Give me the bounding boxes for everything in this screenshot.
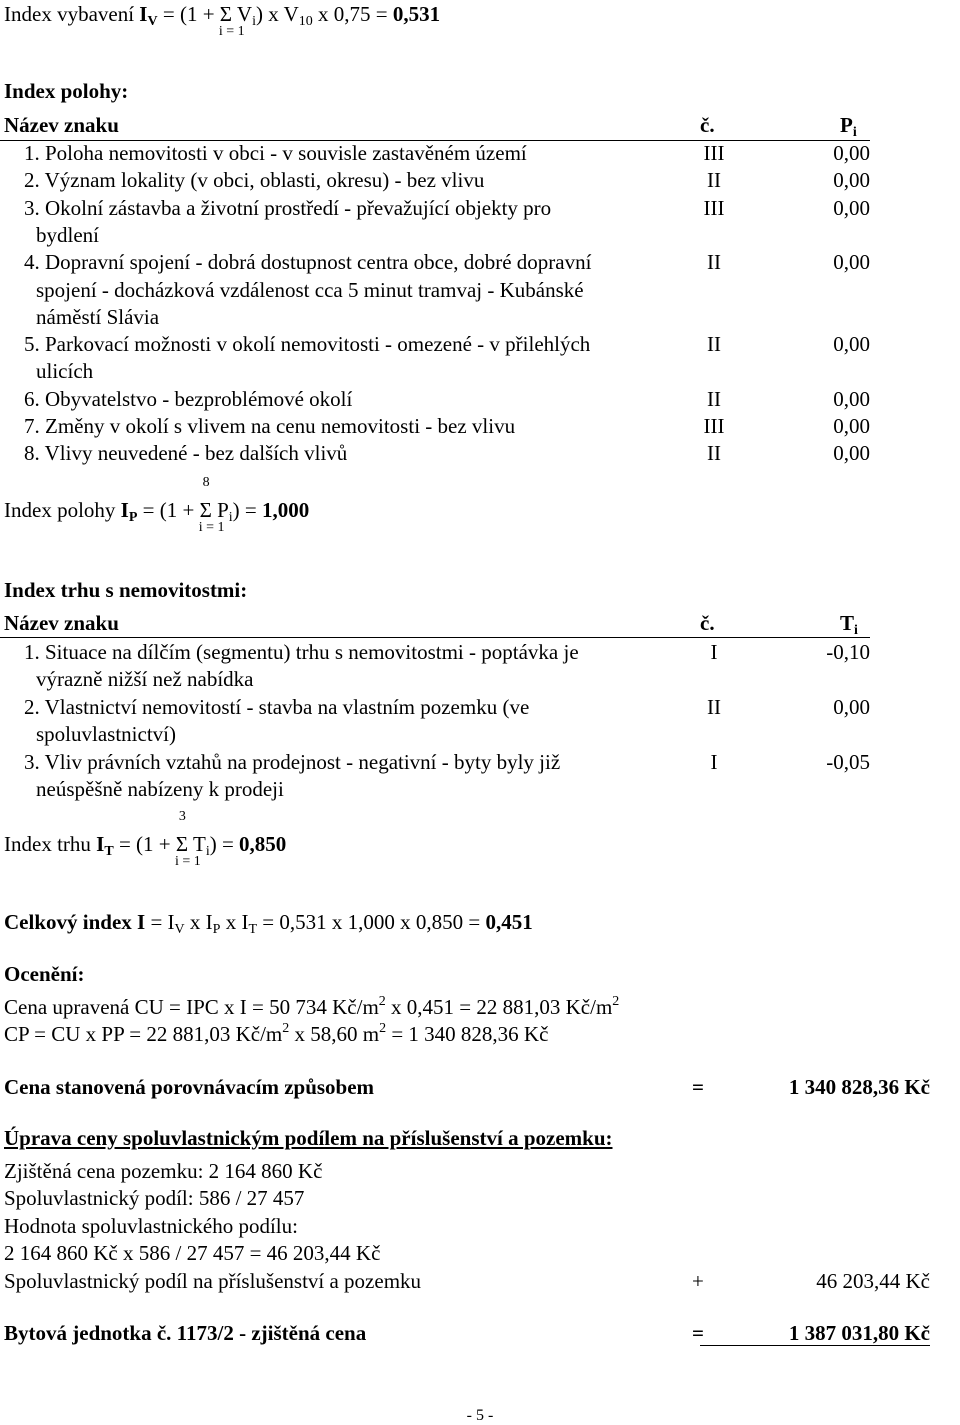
table-row-number: II — [707, 441, 721, 466]
formula-part: = I — [145, 910, 175, 934]
col-val-label: T — [840, 611, 855, 635]
celkovy-index — [4, 910, 533, 937]
formula-part: P — [211, 498, 229, 522]
table-row-number: II — [707, 386, 721, 411]
formula-subscript: T — [104, 844, 114, 859]
sigma-symbol — [218, 2, 245, 39]
table-row-value: 0,00 — [833, 695, 870, 719]
table-row-value: -0,05 — [826, 750, 870, 774]
cena-stanovena-value: 1 340 828,36 Kč — [788, 1075, 930, 1099]
formula-subscript: P — [128, 510, 138, 525]
index-trhu-formula — [4, 809, 287, 869]
table-row-text: spojení - docházková vzdálenost cca 5 minut tramvaj - Kubánské — [36, 277, 584, 302]
formula-part: = 0,531 x 1,000 x 0,850 = — [257, 910, 486, 934]
uprava-line: Hodnota spoluvlastnického podílu: — [4, 1213, 298, 1238]
sigma-symbol — [174, 809, 201, 869]
sigma-bottom: i = 1 — [198, 520, 225, 535]
formula-part: = (1 + — [157, 2, 220, 26]
table-row-value: -0,10 — [826, 640, 870, 664]
superscript: 2 — [282, 1021, 290, 1036]
table-row-text: 8. Vlivy neuvedené - bez dalších vlivů — [24, 441, 348, 466]
uprava-heading: Úprava ceny spoluvlastnickým podílem na příslušenství a pozemku: — [4, 1126, 613, 1150]
uprava-line: Zjištěná cena pozemku: 2 164 860 Kč — [4, 1159, 323, 1183]
table-row-number: II — [707, 250, 721, 275]
oceneni-text: x 0,451 = 22 881,03 Kč/m — [385, 995, 613, 1019]
cena-stanovena-eq: = — [692, 1075, 704, 1099]
trh-header-rule — [0, 637, 870, 638]
table-row-number: II — [707, 168, 721, 193]
formula-subscript: V — [174, 922, 185, 937]
oceneni-text: Cena upravená CU = IPC x I = 50 734 Kč/m — [4, 995, 379, 1019]
formula-subscript: P — [212, 922, 221, 937]
page-number: - 5 - — [466, 1407, 494, 1424]
formula-part: x I — [220, 910, 249, 934]
formula-part: T — [188, 832, 206, 856]
table-row-text: spoluvlastnictví) — [36, 722, 176, 746]
table-row-text: 1. Poloha nemovitosti v obci - v souvisle zastavěném území — [24, 141, 527, 165]
formula-value: 0,531 — [392, 2, 441, 26]
col-val-sub: i — [852, 125, 857, 140]
table-row-value: 0,00 — [833, 195, 870, 220]
index-polohy-formula — [4, 475, 310, 535]
sigma-symbol — [198, 475, 225, 535]
table-row-text: neúspěšně nabízeny k prodeji — [36, 777, 284, 801]
table-row-number: III — [703, 141, 725, 165]
table-row-value: 0,00 — [833, 386, 870, 411]
formula-symbol: I — [96, 832, 105, 856]
col-val-label: P — [840, 113, 853, 137]
celkovy-value: 0,451 — [485, 910, 533, 934]
table-row-text: 7. Změny v okolí s vlivem na cenu nemovitosti - bez vlivu — [24, 414, 516, 438]
table-row-text: výrazně nižší než nabídka — [36, 667, 254, 691]
superscript: 2 — [379, 1021, 387, 1036]
sigma-bottom: i = 1 — [218, 24, 245, 39]
table-row-number: I — [710, 640, 718, 664]
table-row-value: 0,00 — [833, 250, 870, 275]
oceneni-line-2 — [4, 1021, 549, 1046]
cena-stanovena-label: Cena stanovená porovnávacím způsobem — [4, 1075, 375, 1099]
trh-col-num: č. — [700, 611, 715, 635]
formula-value: 1,000 — [262, 498, 310, 522]
formula-subscript: V — [147, 14, 158, 29]
sigma-bottom: i = 1 — [174, 854, 201, 869]
formula-prefix: Index trhu — [4, 832, 97, 856]
table-row-value: 0,00 — [833, 414, 870, 438]
table-row-text: 2. Vlastnictví nemovitostí - stavba na vlastním pozemku (ve — [24, 695, 530, 719]
pripocet-value: 46 203,44 Kč — [816, 1269, 930, 1293]
uprava-line: Spoluvlastnický podíl: 586 / 27 457 — [4, 1186, 305, 1211]
formula-part: ) x V — [255, 2, 299, 26]
table-row-text: bydlení — [36, 222, 99, 247]
poloha-col-val — [840, 113, 857, 140]
formula-part: = (1 + — [137, 498, 200, 522]
table-row-number: III — [703, 414, 725, 438]
col-val-sub: i — [854, 623, 858, 638]
oceneni-text: CP = CU x PP = 22 881,03 Kč/m — [4, 1022, 283, 1046]
bytova-label: Bytová jednotka č. 1173/2 - zjištěná cena — [4, 1321, 367, 1345]
poloha-heading: Index polohy: — [4, 79, 129, 103]
formula-part: x I — [184, 910, 213, 934]
table-row-text: náměstí Slávia — [36, 304, 160, 329]
formula-subscript: T — [248, 922, 258, 937]
table-row-number: III — [703, 195, 725, 220]
formula-subscript: i — [228, 510, 233, 525]
formula-subscript: i — [252, 14, 256, 29]
table-row-text: 1. Situace na dílčím (segmentu) trhu s nemovitostmi - poptávka je — [24, 640, 579, 664]
formula-subscript: 10 — [298, 14, 313, 29]
sigma-glyph: Σ — [175, 832, 189, 856]
formula-symbol: I — [120, 498, 129, 522]
trh-heading: Index trhu s nemovitostmi: — [4, 578, 248, 602]
table-row-value: 0,00 — [833, 141, 870, 165]
table-row-number: II — [707, 332, 721, 357]
trh-col-val — [840, 611, 858, 638]
formula-value: 0,850 — [239, 832, 287, 856]
pripocet-label: Spoluvlastnický podíl na příslušenství a pozemku — [4, 1269, 422, 1293]
superscript: 2 — [612, 994, 620, 1009]
oceneni-text: x 58,60 m — [289, 1022, 380, 1046]
sigma-top: 8 — [202, 475, 210, 490]
table-row-number: I — [710, 750, 718, 774]
bytova-eq: = — [692, 1321, 704, 1345]
celkovy-label: Celkový index I — [4, 910, 146, 934]
formula-subscript: i — [205, 844, 210, 859]
table-row-text: 3. Vliv právních vztahů na prodejnost - negativní - byty byly již — [24, 750, 561, 774]
poloha-col-num: č. — [700, 113, 715, 137]
oceneni-text: = 1 340 828,36 Kč — [386, 1022, 549, 1046]
trh-col-name: Název znaku — [4, 611, 119, 635]
superscript: 2 — [378, 994, 386, 1009]
table-row-text: 5. Parkovací možnosti v okolí nemovitosti - omezené - v přilehlých — [24, 332, 591, 357]
sigma-top: 3 — [178, 809, 186, 824]
table-row-value: 0,00 — [833, 168, 870, 193]
bytova-value: 1 387 031,80 Kč — [700, 1323, 930, 1346]
formula-part: ) = — [232, 498, 262, 522]
oceneni-heading: Ocenění: — [4, 962, 85, 986]
table-row-text: 6. Obyvatelstvo - bezproblémové okolí — [24, 386, 353, 411]
oceneni-line-1 — [4, 994, 620, 1019]
poloha-col-name: Název znaku — [4, 113, 119, 137]
uprava-line: 2 164 860 Kč x 586 / 27 457 = 46 203,44 Kč — [4, 1240, 381, 1265]
pripocet-sign: + — [692, 1269, 704, 1293]
table-row-number: II — [707, 695, 721, 719]
formula-part: x 0,75 = — [312, 2, 393, 26]
table-row-value: 0,00 — [833, 441, 870, 466]
sigma-glyph: Σ — [219, 2, 233, 26]
table-row-text: 2. Význam lokality (v obci, oblasti, okresu) - bez vlivu — [24, 168, 485, 193]
formula-part: ) = — [209, 832, 240, 856]
formula-part: V — [232, 2, 253, 26]
index-vybaveni-formula — [4, 2, 441, 39]
table-row-value: 0,00 — [833, 332, 870, 357]
formula-prefix: Index vybavení — [4, 2, 140, 26]
table-row-text: 3. Okolní zástavba a životní prostředí - převažující objekty pro — [24, 195, 552, 220]
formula-symbol: I — [139, 2, 148, 26]
table-row-text: ulicích — [36, 359, 94, 384]
table-row-text: 4. Dopravní spojení - dobrá dostupnost centra obce, dobré dopravní — [24, 250, 592, 275]
formula-prefix: Index polohy — [4, 498, 121, 522]
sigma-glyph: Σ — [199, 498, 212, 522]
formula-part: = (1 + — [113, 832, 176, 856]
